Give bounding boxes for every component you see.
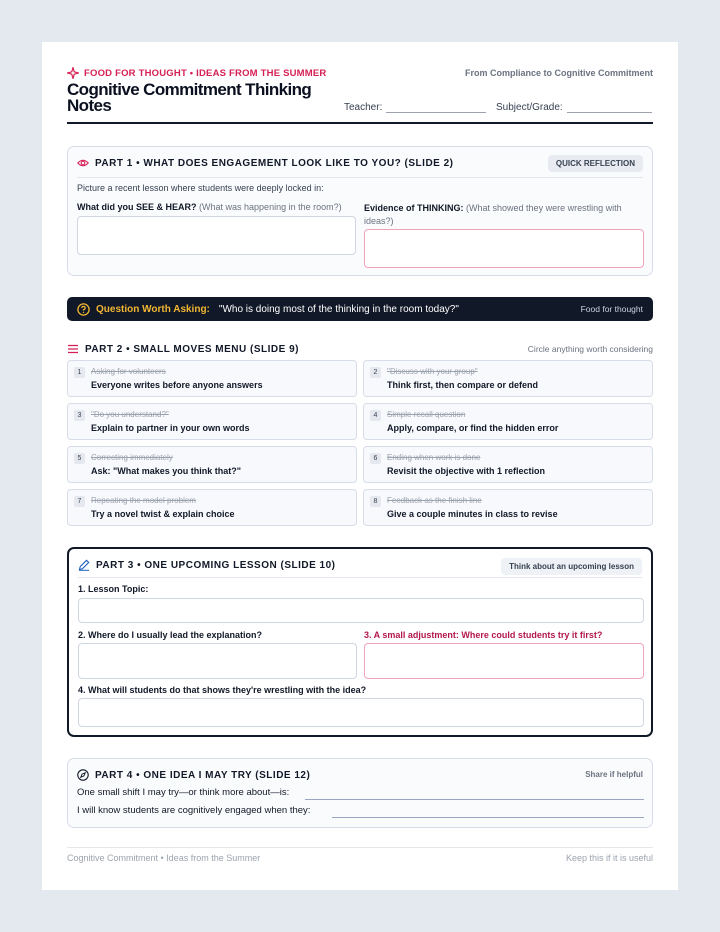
worksheet-page bbox=[42, 42, 678, 890]
part3-pill: Think about an upcoming lesson bbox=[501, 558, 642, 575]
move-new-practice: Try a novel twist & explain choice bbox=[91, 509, 235, 519]
subject-line[interactable] bbox=[567, 103, 652, 113]
part1-title-text: PART 1 • WHAT DOES ENGAGEMENT LOOK LIKE TO YOU? (SLIDE 2) bbox=[95, 157, 454, 169]
move-number: 4 bbox=[370, 410, 381, 421]
line2-label: I will know students are cognitively engaged when they: bbox=[77, 805, 311, 816]
part2-title-text: PART 2 • SMALL MOVES MENU (SLIDE 9) bbox=[85, 343, 299, 355]
part3-card bbox=[67, 547, 653, 737]
footer-left: Cognitive Commitment • Ideas from the Summer bbox=[67, 853, 261, 863]
part1-pill: QUICK REFLECTION bbox=[548, 155, 643, 172]
move-old-practice: Repeating the model problem bbox=[91, 496, 196, 505]
teacher-line[interactable] bbox=[386, 103, 486, 113]
move-new-practice: Think first, then compare or defend bbox=[387, 380, 539, 390]
move-number: 7 bbox=[74, 496, 85, 507]
evidence-input[interactable] bbox=[364, 229, 644, 268]
see-hear-label bbox=[77, 202, 352, 212]
move-card[interactable] bbox=[67, 403, 357, 440]
subtitle-source: From Compliance to Cognitive Commitment bbox=[464, 68, 653, 78]
part3-title bbox=[78, 559, 336, 571]
move-new-practice: Give a couple minutes in class to revise bbox=[387, 509, 558, 519]
pencil-icon bbox=[78, 559, 90, 571]
part1-title bbox=[77, 157, 454, 169]
banner-tag: Food for thought bbox=[580, 304, 643, 314]
line1-input[interactable] bbox=[305, 799, 644, 800]
compass-icon bbox=[77, 769, 89, 781]
move-old-practice: Ending when work is done bbox=[387, 453, 481, 462]
question-banner bbox=[67, 297, 653, 321]
q2-label: 2. Where do I usually lead the explanation? bbox=[78, 630, 263, 640]
page-title: Cognitive Commitment Thinking Notes bbox=[67, 80, 312, 115]
q3-label: 3. A small adjustment: Where could students try it first? bbox=[364, 630, 603, 640]
part2-title bbox=[67, 343, 299, 355]
move-number: 5 bbox=[74, 453, 85, 464]
menu-icon bbox=[67, 343, 79, 355]
q1-label: 1. Lesson Topic: bbox=[78, 584, 149, 594]
line1-label: One small shift I may try—or think more about—is: bbox=[77, 787, 290, 798]
evidence-hint: (What showed they were wrestling with ideas?) bbox=[364, 203, 622, 226]
teacher-field[interactable] bbox=[344, 102, 486, 113]
lead-explanation-input[interactable] bbox=[78, 643, 357, 679]
part4-card bbox=[67, 758, 653, 828]
move-number: 2 bbox=[370, 367, 381, 378]
evidence-label bbox=[364, 202, 644, 228]
evidence-label-text: Evidence of THINKING: bbox=[364, 203, 464, 213]
footer-divider bbox=[67, 847, 653, 848]
subject-label: Subject/Grade: bbox=[496, 102, 563, 113]
banner-quote: "Who is doing most of the thinking in the room today?" bbox=[218, 303, 459, 315]
subject-field[interactable] bbox=[496, 102, 652, 113]
see-hear-input[interactable] bbox=[77, 216, 356, 255]
move-new-practice: Ask: "What makes you think that?" bbox=[91, 466, 242, 476]
adjustment-input[interactable] bbox=[364, 643, 644, 679]
banner-label: Question Worth Asking: bbox=[96, 303, 210, 315]
move-card[interactable] bbox=[363, 403, 653, 440]
move-card[interactable] bbox=[67, 446, 357, 483]
student-evidence-input[interactable] bbox=[78, 698, 644, 727]
move-old-practice: Simple recall question bbox=[387, 410, 466, 419]
move-card[interactable] bbox=[363, 489, 653, 526]
move-number: 1 bbox=[74, 367, 85, 378]
move-card[interactable] bbox=[363, 360, 653, 397]
move-number: 3 bbox=[74, 410, 85, 421]
move-old-practice: "Discuss with your group" bbox=[387, 367, 478, 376]
kicker bbox=[67, 67, 327, 79]
eye-icon bbox=[77, 157, 89, 169]
see-hear-label-text: What did you SEE & HEAR? bbox=[77, 202, 197, 212]
part4-title bbox=[77, 769, 310, 781]
teacher-label: Teacher: bbox=[344, 102, 383, 113]
move-new-practice: Explain to partner in your own words bbox=[91, 423, 250, 433]
move-card[interactable] bbox=[67, 489, 357, 526]
move-number: 8 bbox=[370, 496, 381, 507]
move-new-practice: Everyone writes before anyone answers bbox=[91, 380, 263, 390]
part1-prompt: Picture a recent lesson where students were deeply locked in: bbox=[77, 183, 324, 193]
move-new-practice: Apply, compare, or find the hidden error bbox=[387, 423, 559, 433]
move-old-practice: Correcting immediately bbox=[91, 453, 173, 462]
line2-input[interactable] bbox=[332, 817, 644, 818]
move-number: 6 bbox=[370, 453, 381, 464]
move-new-practice: Revisit the objective with 1 reflection bbox=[387, 466, 546, 476]
footer-right: Keep this if it is useful bbox=[565, 853, 653, 863]
move-card[interactable] bbox=[67, 360, 357, 397]
move-old-practice: Feedback as the finish line bbox=[387, 496, 482, 505]
move-old-practice: Asking for volunteers bbox=[91, 367, 166, 376]
move-card[interactable] bbox=[363, 446, 653, 483]
part4-pill: Share if helpful bbox=[585, 770, 643, 779]
part1-divider bbox=[77, 177, 643, 178]
see-hear-hint: (What was happening in the room?) bbox=[199, 202, 342, 212]
question-icon bbox=[77, 303, 90, 316]
part2-hint: Circle anything worth considering bbox=[527, 344, 653, 354]
part3-divider bbox=[78, 577, 642, 578]
kicker-text: FOOD FOR THOUGHT • IDEAS FROM THE SUMMER bbox=[84, 67, 327, 79]
header-divider bbox=[67, 122, 653, 124]
move-old-practice: "Do you understand?" bbox=[91, 410, 169, 419]
part4-title-text: PART 4 • ONE IDEA I MAY TRY (SLIDE 12) bbox=[95, 769, 311, 781]
part1-card bbox=[67, 146, 653, 276]
part3-title-text: PART 3 • ONE UPCOMING LESSON (SLIDE 10) bbox=[96, 559, 336, 571]
q4-label: 4. What will students do that shows they're wrestling with the idea? bbox=[78, 685, 367, 695]
sparkle-icon bbox=[67, 67, 79, 79]
lesson-topic-input[interactable] bbox=[78, 598, 644, 623]
